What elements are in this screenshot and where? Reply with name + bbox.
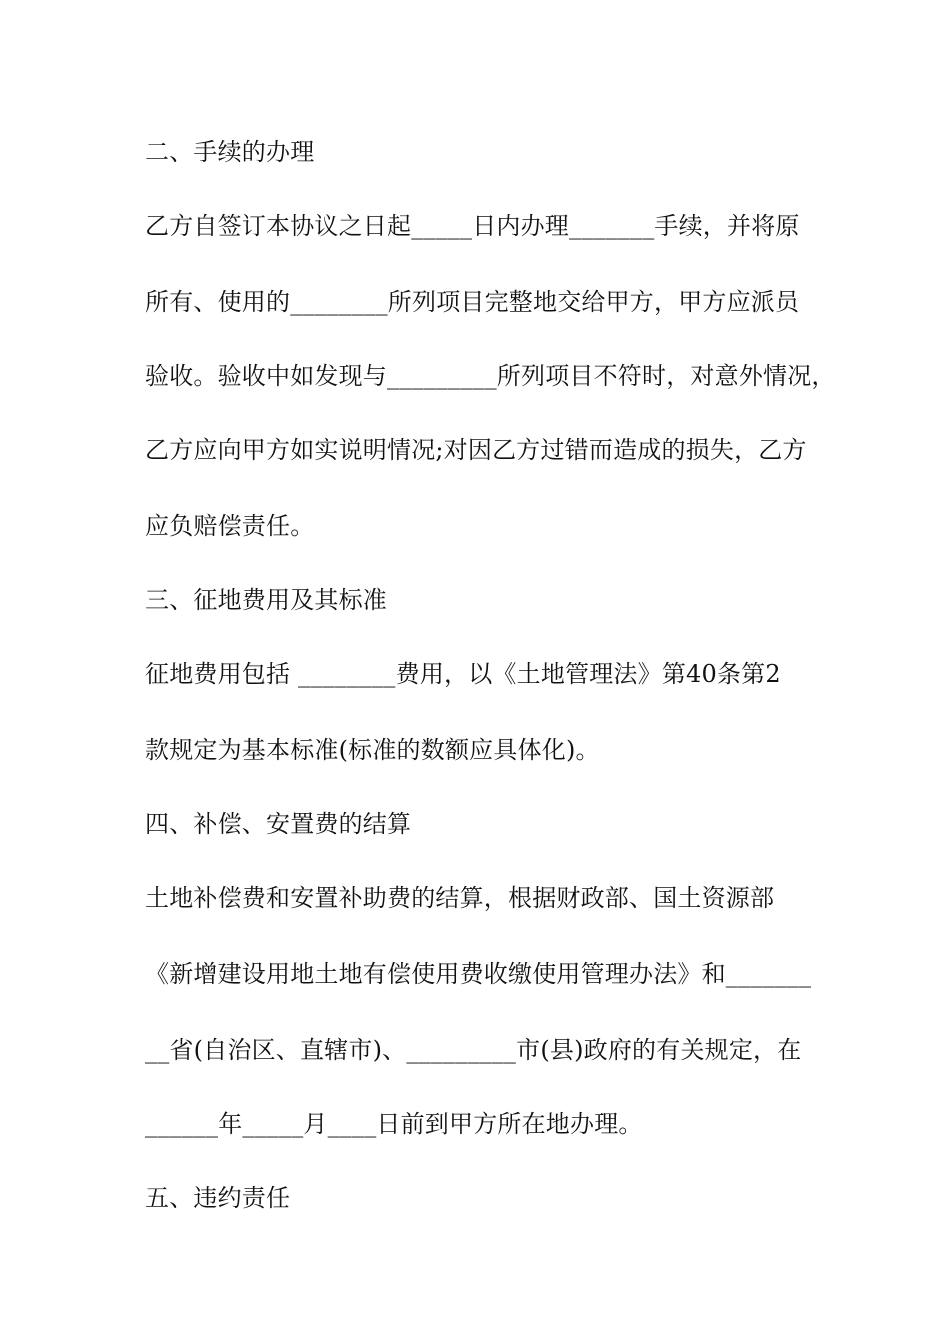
paragraph-line: 款规定为基本标准(标准的数额应具体化)。 — [145, 736, 600, 764]
section-heading-5: 五、违约责任 — [145, 1184, 291, 1212]
paragraph-line: 《新增建设用地土地有偿使用费收缴使用管理办法》和_______ — [145, 960, 812, 988]
paragraph-line: __省(自治区、直辖市)、_________市(县)政府的有关规定，在 — [145, 1036, 802, 1064]
paragraph-line: 所有、使用的________所列项目完整地交给甲方，甲方应派员 — [145, 288, 800, 316]
section-heading-3: 三、征地费用及其标准 — [145, 586, 387, 614]
section-heading-2: 二、手续的办理 — [145, 138, 315, 166]
paragraph-line: ______年_____月____日前到甲方所在地办理。 — [145, 1110, 643, 1138]
paragraph-line: 征地费用包括 ________费用，以《土地管理法》第40条第2 — [145, 660, 781, 688]
paragraph-line: 验收。验收中如发现与_________所列项目不符时，对意外情况， — [145, 362, 836, 390]
section-heading-4: 四、补偿、安置费的结算 — [145, 810, 412, 838]
paragraph-line: 应负赔偿责任。 — [145, 512, 315, 540]
paragraph-line: 土地补偿费和安置补助费的结算，根据财政部、国土资源部 — [145, 884, 775, 912]
paragraph-line: 乙方应向甲方如实说明情况;对因乙方过错而造成的损失，乙方 — [145, 436, 807, 464]
paragraph-line: 乙方自签订本协议之日起_____日内办理_______手续，并将原 — [145, 212, 800, 240]
